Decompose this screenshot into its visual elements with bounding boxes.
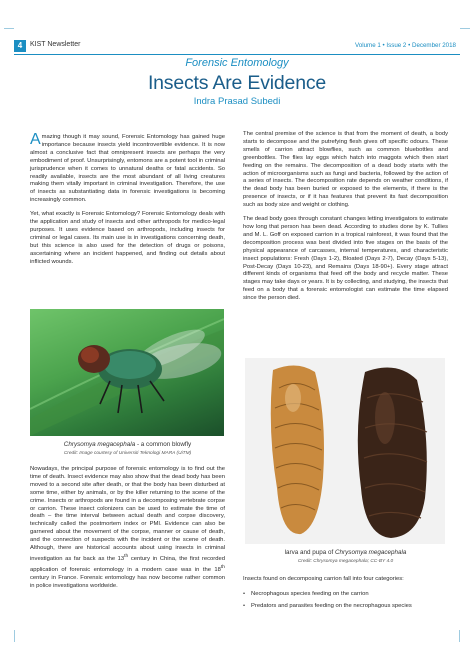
newsletter-name: KIST Newsletter <box>30 41 81 48</box>
blowfly-illustration <box>30 309 224 436</box>
column-1-history <box>30 466 225 596</box>
header-rule <box>14 54 460 55</box>
larva-caption-prefix: larva and pupa of <box>284 549 335 556</box>
blowfly-caption <box>30 441 225 448</box>
premise-paragraph: The central premise of the science is that from the moment of death, a body starts to decompose and the putrefying flesh gives off specific odours. These smells of carrion attract blowflies, such as common bluebottles and greenbottles. The flies lay eggs which hatch into maggots which then start feeding on the remains. The decomposition of a dead body starts with the action of microorganisms such as fungi and bacteria, followed by the action of a series of insects. The decomposition rate depends on weather conditions, if the dead body has been buried or exposed to the elements, if there is the presence of insects, or if it has features that prevent its fast decomposition such as body size and weight or clothing. <box>243 131 448 209</box>
history-text-c: century in France. Forensic entomology has now become rather common in police investigations worldwide. <box>30 574 225 589</box>
blowfly-photo <box>30 309 224 436</box>
article-title: Insects Are Evidence <box>147 72 327 94</box>
blowfly-credit: Credit: Image courtesy of Universiti Teknologi MARA (UiTM) <box>63 451 192 456</box>
crop-mark-top-right <box>460 28 470 29</box>
history-text-b: century in China, the first recorded application of forensic entomology in a modern case was in the 18 <box>30 555 225 573</box>
definition-paragraph: Yet, what exactly is Forensic Entomology? Forensic Entomology deals with the application and study of insects and other arthropods for medico-legal purposes. It uses evidence based on arthropods, including insects for criminal or legal cases. Its main use is in investigations concerning death, but this science is also used for the detection of drugs or poisons, ascertaining where an incident happened, and finding out details about inflicted wounds. <box>30 211 225 265</box>
history-paragraph <box>30 466 225 590</box>
category-item: • Necrophagous species feeding on the carrion <box>243 590 448 600</box>
larva-credit: Credit: Chrysomya megacephala; CC-BY 4.0 <box>297 559 394 564</box>
crop-mark-bottom-right <box>459 630 460 642</box>
categories-list <box>243 590 448 613</box>
intro-text: mazing though it may sound, Forensic Entomology has gained huge importance because insects yield incontrovertible evidence. It is now almost a conclusive fact that omnipresent insects are perhaps the very embodiment of proof. Unsurprisingly, entomons are a potent tool in criminal jurisprudence when it comes to unnatural deaths or fatal accidents. So readily available, insects are the most abundant of all living creatures making them vitally important in criminal investigation. Therefore, the use of insects as substantiating data in forensic investigations is becoming increasingly common. <box>30 134 225 204</box>
category-item: • Predators and parasites feeding on the necrophagous species <box>243 602 448 612</box>
larva-caption <box>243 549 448 556</box>
blowfly-caption-species: Chrysomya megacephala <box>63 441 136 448</box>
drop-cap: A <box>30 131 41 148</box>
page-number: 4 <box>14 40 26 52</box>
crop-mark-bottom-left <box>14 630 15 642</box>
history-superscript-2: th <box>220 564 225 570</box>
article-author: Indra Prasad Subedi <box>193 96 281 107</box>
larva-pupa-illustration <box>245 358 445 544</box>
article-kicker: Forensic Entomology <box>185 57 289 69</box>
stages-paragraph: The dead body goes through constant changes letting investigators to estimate how long that person has been dead. According to studies done by K. Tullies and M. L. Goff on exposed carrion in a tropical rainforest, it was found that the decomposition process was best divided into five stages on the basis of the physical appearance of carcasses, internal temperatures, and characteristic insect populations: Fresh (Days 1-2), Bloated (Days 2-7), Decay (Days 5-13), Post-Decay (Days 10-23), and Remains (Days 18-90+). Every stage attract different kinds of organisms that feed off the body and recycle matter. These stages may take days or years. It is by collecting, and studying, the insects that feed on a body that a forensic entomologist can estimate the time elapsed since the person died. <box>243 216 448 302</box>
blowfly-caption-text: - a common blowfly <box>135 441 192 448</box>
larva-caption-species: Chrysomya megacephala <box>335 549 407 556</box>
history-superscript-1: th <box>124 553 129 559</box>
history-text-a: Nowadays, the principal purpose of forensic entomology is to find out the time of death. Insect evidence may also show that the dead body has been moved to a second site after death, or that the body has been disturbed at some time, either by animals, or by the killer returning to the scene of the crime. Insects or arthropods are found in a decomposing vertebrate corpse or carrion. These insect colonizers can be used to estimate the time of death – the time interval between actual death and corpse discovery, technically called the postmortem index or PMI. Evidence can also be garnered about the movement of the corpse, manner or cause of death, and the connection of suspects with the incident or the scene of death. Although, there are historical accounts about using insects in criminal investigation as far back as the 13 <box>30 466 225 562</box>
categories-intro: Insects found on decomposing carrion fall into four categories: <box>243 576 404 582</box>
crop-mark-top-left <box>4 28 14 29</box>
column-2-text <box>243 131 448 309</box>
column-1-intro <box>30 131 225 273</box>
intro-paragraph <box>30 131 225 205</box>
larva-pupa-photo <box>245 358 445 544</box>
issue-info: Volume 1 • Issue 2 • December 2018 <box>355 42 456 49</box>
